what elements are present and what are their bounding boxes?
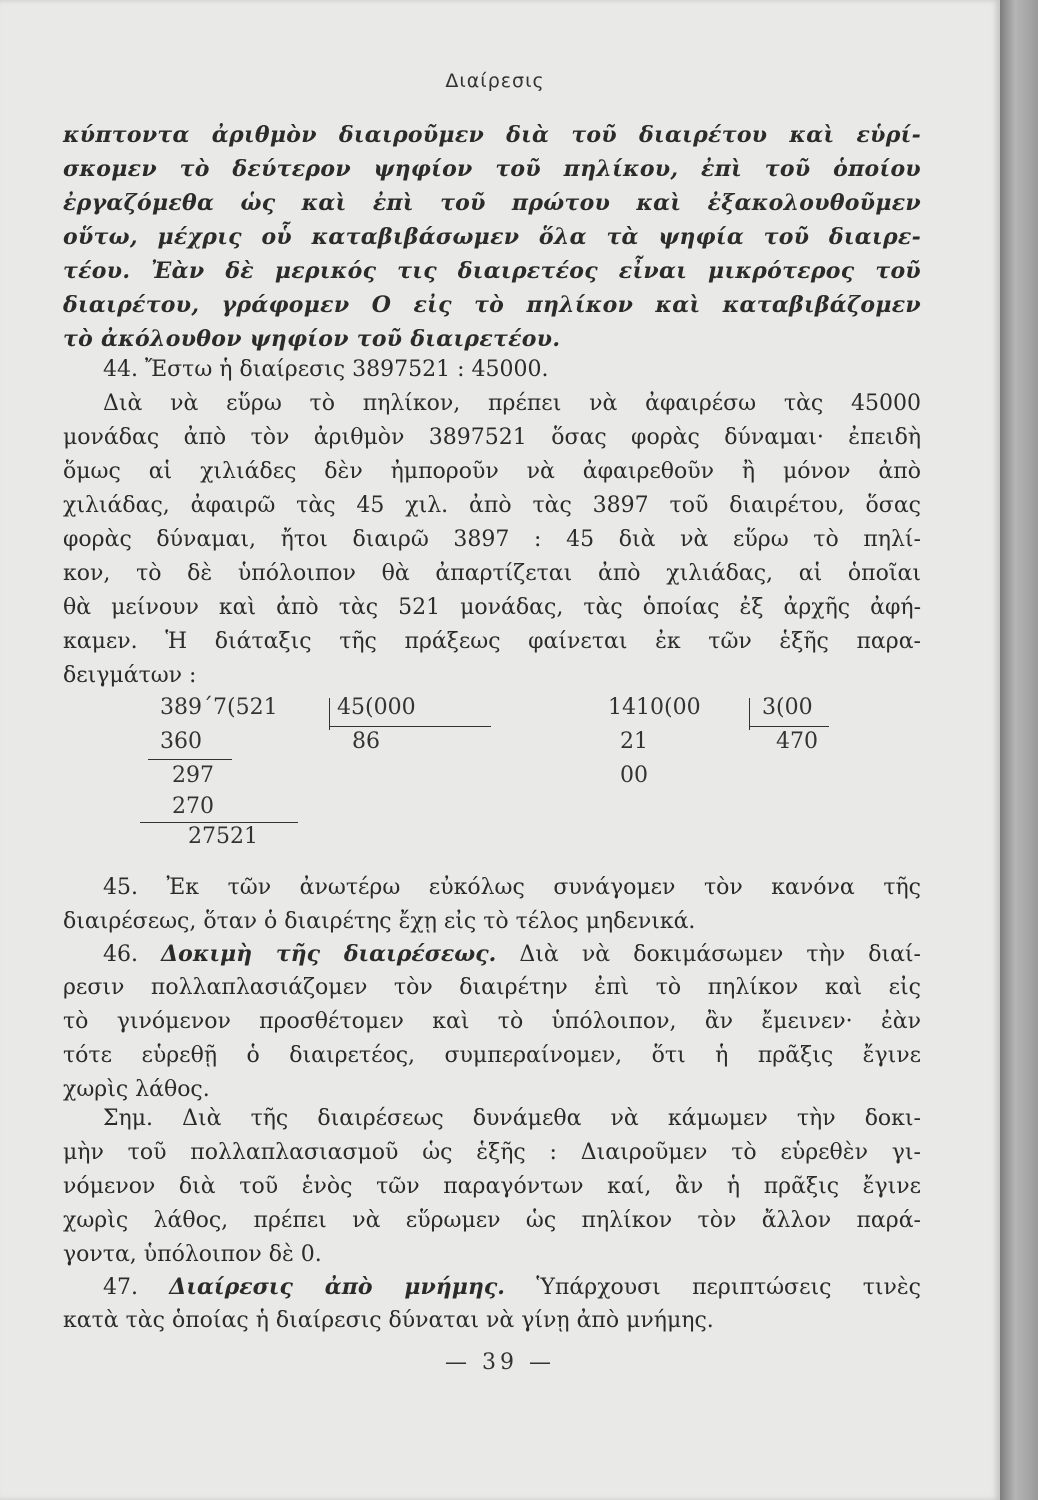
- text-line: μὴν τοῦ πολλαπλασιασμοῦ ὡς ἑξῆς : Διαιροῦμεν τὸ εὑρεθὲν γι-: [63, 1140, 921, 1165]
- division1-step-rule: [148, 759, 232, 760]
- text-line: σκομεν τὸ δεύτερον ψηφίον τοῦ πηλίκου, ἐπὶ τοῦ ὁποίου: [63, 156, 921, 182]
- text-line: τέου. Ἐὰν δὲ μερικός τις διαιρετέος εἶναι μικρότερος τοῦ: [63, 258, 921, 284]
- division1-step: 270: [172, 794, 214, 819]
- text-line: ἐργαζόμεθα ὡς καὶ ἐπὶ τοῦ πρώτου καὶ ἐξακολουθοῦμεν: [63, 190, 921, 216]
- text-line: νόμενον διὰ τοῦ ἑνὸς τῶν παραγόντων καί, ἂν ἡ πρᾶξις ἔγινε: [63, 1174, 921, 1199]
- division2-remainder: 00: [620, 763, 648, 788]
- division1-quotient: 86: [352, 729, 380, 754]
- text-line: 44. Ἔστω ἡ διαίρεσις 3897521 : 45000.: [103, 357, 549, 382]
- text-line: ρεσιν πολλαπλασιάζομεν τὸν διαιρέτην ἐπὶ τὸ πηλίκον καὶ εἰς: [63, 975, 921, 1000]
- text-span: Ὑπάρχουσι περιπτώσεις τινὲς: [536, 1275, 921, 1300]
- text-line: καμεν. Ἡ διάταξις τῆς πράξεως φαίνεται ἐκ τῶν ἑξῆς παρα-: [63, 629, 921, 654]
- text-line: διαιρέτου, γράφομεν Ο εἰς τὸ πηλίκον καὶ καταβιβάζομεν: [63, 292, 921, 318]
- division2-quotient: 470: [776, 729, 818, 754]
- division1-divisor: 45(000: [337, 695, 416, 720]
- book-edge: [1000, 0, 1038, 1500]
- paragraph-heading: Διαίρεσις ἀπὸ μνήμης.: [169, 1274, 505, 1300]
- text-line: μονάδας ἀπὸ τὸν ἀριθμὸν 3897521 ὅσας φορὰς δύναμαι· ἐπειδὴ: [63, 425, 921, 450]
- division1-dividend: 389΄7(521: [160, 695, 278, 720]
- text-line: ὅμως αἱ χιλιάδες δὲν ἠμποροῦν νὰ ἀφαιρεθοῦν ἢ μόνον ἀπὸ: [63, 459, 921, 484]
- text-span: Διὰ νὰ δοκιμάσωμεν τὴν διαί-: [519, 942, 921, 967]
- text-line: κον, τὸ δὲ ὑπόλοιπον θὰ ἀπαρτίζεται ἀπὸ χιλιάδας, αἱ ὁποῖαι: [63, 561, 921, 586]
- text-line: φορὰς δύναμαι, ἤτοι διαιρῶ 3897 : 45 διὰ νὰ εὕρω τὸ πηλί-: [63, 527, 921, 552]
- division1-step: 360: [160, 729, 202, 754]
- text-line: θὰ μείνουν καὶ ἀπὸ τὰς 521 μονάδας, τὰς ὁποίας ἐξ ἀρχῆς ἀφή-: [63, 595, 921, 620]
- text-line: 45. Ἐκ τῶν ἀνωτέρω εὐκόλως συνάγομεν τὸν κανόνα τῆς: [103, 875, 921, 900]
- division1-remainder: 27521: [188, 824, 258, 849]
- paragraph-number: 47.: [103, 1275, 138, 1300]
- division1-step: 297: [172, 763, 214, 788]
- text-line: χωρὶς λάθος.: [63, 1077, 210, 1102]
- text-line: Διὰ νὰ εὕρω τὸ πηλίκον, πρέπει νὰ ἀφαιρέσω τὰς 45000: [103, 391, 921, 416]
- paragraph-46-first-line: [103, 937, 921, 971]
- division2-divisor: 3(00: [762, 695, 813, 720]
- text-line: χιλιάδας, ἀφαιρῶ τὰς 45 χιλ. ἀπὸ τὰς 3897 τοῦ διαιρέτου, ὅσας: [63, 493, 921, 518]
- page-number: — 39 —: [445, 1350, 555, 1375]
- text-line: τὸ ἀκόλουθον ψηφίον τοῦ διαιρετέου.: [63, 326, 561, 352]
- text-line: διαιρέσεως, ὅταν ὁ διαιρέτης ἔχῃ εἰς τὸ τέλος μηδενικά.: [63, 909, 696, 934]
- text-line: δειγμάτων :: [63, 663, 197, 688]
- paragraph-47-first-line: [103, 1270, 921, 1304]
- paragraph-number: 46.: [103, 942, 138, 967]
- text-line: κύπτοντα ἀριθμὸν διαιροῦμεν διὰ τοῦ διαιρέτου καὶ εὑρί-: [63, 122, 921, 148]
- text-line: κατὰ τὰς ὁποίας ἡ διαίρεσις δύναται νὰ γίνῃ ἀπὸ μνήμης.: [63, 1308, 714, 1333]
- running-header: Διαίρεσις: [445, 70, 545, 92]
- division2-step: 21: [620, 729, 648, 754]
- text-line: τὸ γινόμενον προσθέτομεν καὶ τὸ ὑπόλοιπον, ἂν ἔμεινεν· ἐὰν: [63, 1009, 921, 1034]
- paragraph-heading: Δοκιμὴ τῆς διαιρέσεως.: [161, 941, 497, 967]
- text-line: οὕτω, μέχρις οὗ καταβιβάσωμεν ὅλα τὰ ψηφία τοῦ διαιρε-: [63, 224, 921, 250]
- text-line: χωρὶς λάθος, πρέπει νὰ εὕρωμεν ὡς πηλίκον τὸν ἄλλον παρά-: [63, 1208, 921, 1233]
- text-line: Σημ. Διὰ τῆς διαιρέσεως δυνάμεθα νὰ κάμωμεν τὴν δοκι-: [103, 1106, 921, 1131]
- text-line: τότε εὑρεθῇ ὁ διαιρετέος, συμπεραίνομεν, ὅτι ἡ πρᾶξις ἔγινε: [63, 1043, 921, 1068]
- division2-dividend: 1410(00: [608, 695, 701, 720]
- text-line: γοντα, ὑπόλοιπον δὲ 0.: [63, 1242, 322, 1267]
